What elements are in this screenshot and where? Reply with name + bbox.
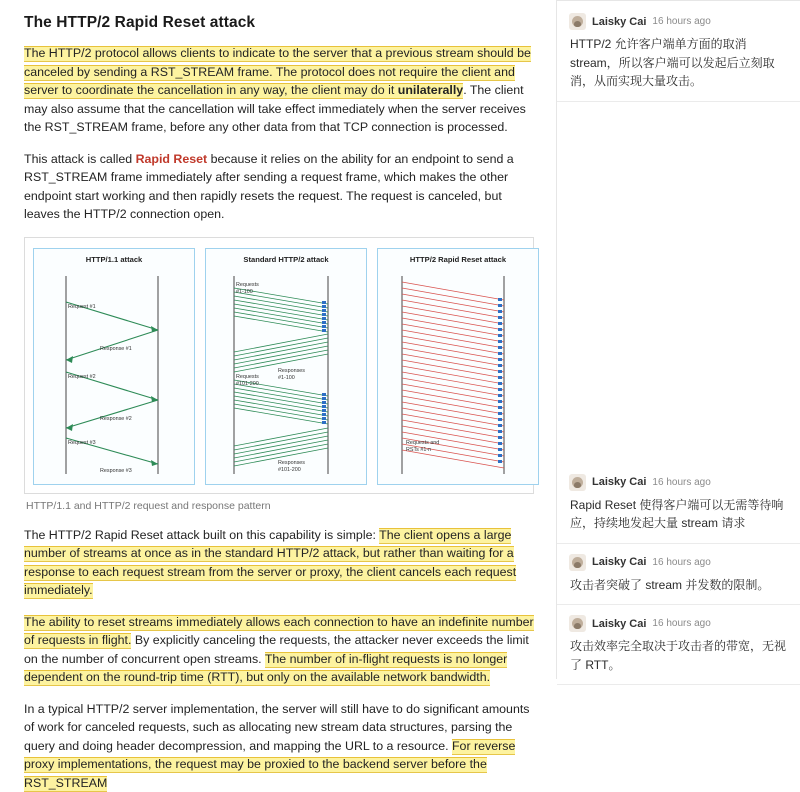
- comment-divider: [557, 684, 800, 685]
- svg-text:#101-200: #101-200: [278, 467, 301, 473]
- comment-header: [569, 554, 786, 571]
- diagram-standard-http2: [210, 268, 362, 480]
- comment-item[interactable]: [557, 3, 800, 101]
- highlight-3: The client opens a large number of streams at once as in the standard HTTP/2 attack, but rather than waiting for a response to each request stream from the server or proxy, the client cancels each request immediately.: [24, 528, 516, 600]
- panel-title-rapid-reset: HTTP/2 Rapid Reset attack: [382, 255, 534, 264]
- diagram-http11: [38, 268, 190, 480]
- comment-timestamp: 16 hours ago: [652, 557, 710, 568]
- comment-item[interactable]: [557, 464, 800, 543]
- paragraph-1-tail: . The client may also assume that the cancellation will take effect immediately when the server receives the RST_STREAM frame, before any other data from that TCP connection is processed.: [24, 83, 526, 134]
- diagram-panels: [33, 248, 525, 485]
- page-title: The HTTP/2 Rapid Reset attack: [24, 14, 538, 32]
- svg-text:#1-100: #1-100: [278, 375, 295, 381]
- comment-author: Laisky Cai: [592, 618, 646, 630]
- comment-header: [569, 474, 786, 491]
- comment-timestamp: 16 hours ago: [652, 16, 710, 27]
- comment-timestamp: 16 hours ago: [652, 477, 710, 488]
- comments-spacer: [557, 102, 800, 464]
- comments-sidebar: [556, 0, 800, 679]
- svg-text:Response #2: Response #2: [100, 416, 132, 422]
- comment-body: 攻击效率完全取决于攻击者的带宽，无视了 RTT。: [569, 637, 786, 674]
- avatar: [569, 13, 586, 30]
- comment-author: Laisky Cai: [592, 16, 646, 28]
- rapid-reset-term: Rapid Reset: [136, 152, 208, 166]
- avatar: [569, 474, 586, 491]
- svg-text:Request #2: Request #2: [68, 374, 96, 380]
- svg-text:Requests: Requests: [236, 374, 259, 380]
- diagram-rapid-reset: [382, 268, 534, 480]
- paragraph-1: [24, 44, 538, 137]
- comment-header: [569, 13, 786, 30]
- highlight-5: For reverse proxy implementations, the request may be proxied to the backend server before the RST_STREAM: [24, 739, 515, 792]
- paragraph-5: [24, 700, 538, 792]
- highlight-1a: The HTTP/2 protocol allows clients to indicate to the server that a previous stream should be canceled by sending a RST_STREAM frame. The protocol does not require the client and server to coordinate the cancellation in any way, the client may do it: [24, 46, 531, 99]
- comment-header: [569, 615, 786, 632]
- svg-text:Requests and: Requests and: [406, 440, 439, 446]
- figure-caption: HTTP/1.1 and HTTP/2 request and response pattern: [26, 500, 538, 512]
- paragraph-4-mid: By explicitly canceling the requests, the attacker never exceeds the limit on the number of concurrent open streams.: [24, 633, 529, 666]
- svg-text:#101-200: #101-200: [236, 381, 259, 387]
- highlight-1b: unilaterally: [398, 83, 463, 99]
- svg-text:#1-100: #1-100: [236, 289, 253, 295]
- paragraph-3-lead: The HTTP/2 Rapid Reset attack built on this capability is simple:: [24, 528, 379, 542]
- panel-title-standard-http2: Standard HTTP/2 attack: [210, 255, 362, 264]
- svg-text:Request #1: Request #1: [68, 304, 96, 310]
- svg-text:Requests: Requests: [236, 282, 259, 288]
- svg-text:Responses: Responses: [278, 460, 305, 466]
- panel-title-http11: HTTP/1.1 attack: [38, 255, 190, 264]
- panel-http11-attack: [33, 248, 195, 485]
- comment-body: HTTP/2 允许客户端单方面的取消 stream，所以客户端可以发起后立刻取消，从而实现大量攻击。: [569, 35, 786, 91]
- svg-text:Request #3: Request #3: [68, 440, 96, 446]
- attack-diagram-figure: [24, 237, 534, 494]
- paragraph-5-lead: In a typical HTTP/2 server implementation, the server will still have to do significant amounts of work for canceled requests, such as allocating new stream data structures, parsing the query and doing header decompression, and mapping the URL to a resource.: [24, 702, 529, 753]
- comment-timestamp: 16 hours ago: [652, 618, 710, 629]
- svg-text:Responses: Responses: [278, 368, 305, 374]
- panel-rapid-reset-attack: [377, 248, 539, 485]
- comments-top-divider: [557, 0, 800, 1]
- paragraph-4: [24, 613, 538, 687]
- comment-author: Laisky Cai: [592, 476, 646, 488]
- comment-body: Rapid Reset 使得客户端可以无需等待响应，持续地发起大量 stream 请求: [569, 496, 786, 533]
- paragraph-3: [24, 526, 538, 600]
- svg-text:Response #3: Response #3: [100, 468, 132, 474]
- paragraph-2: [24, 150, 538, 224]
- paragraph-2-tail: because it relies on the ability for an endpoint to send a RST_STREAM frame immediately after sending a request frame, which makes the other endpoint start working and then rapidly resets the request. The request is canceled, but leaves the HTTP/2 connection open.: [24, 152, 514, 222]
- svg-text:RSTs #1-n: RSTs #1-n: [406, 447, 431, 453]
- comment-item[interactable]: [557, 544, 800, 605]
- panel-standard-http2-attack: [205, 248, 367, 485]
- avatar: [569, 615, 586, 632]
- comment-item[interactable]: [557, 605, 800, 684]
- paragraph-2-lead: This attack is called: [24, 152, 136, 166]
- svg-text:Response #1: Response #1: [100, 346, 132, 352]
- avatar: [569, 554, 586, 571]
- comment-author: Laisky Cai: [592, 556, 646, 568]
- highlight-4a: The ability to reset streams immediately allows each connection to have an indefinite number of requests in flight.: [24, 615, 534, 650]
- highlight-4b: The number of in-flight requests is no longer dependent on the round-trip time (RTT), but only on the available network bandwidth.: [24, 652, 507, 687]
- comment-body: 攻击者突破了 stream 并发数的限制。: [569, 576, 786, 595]
